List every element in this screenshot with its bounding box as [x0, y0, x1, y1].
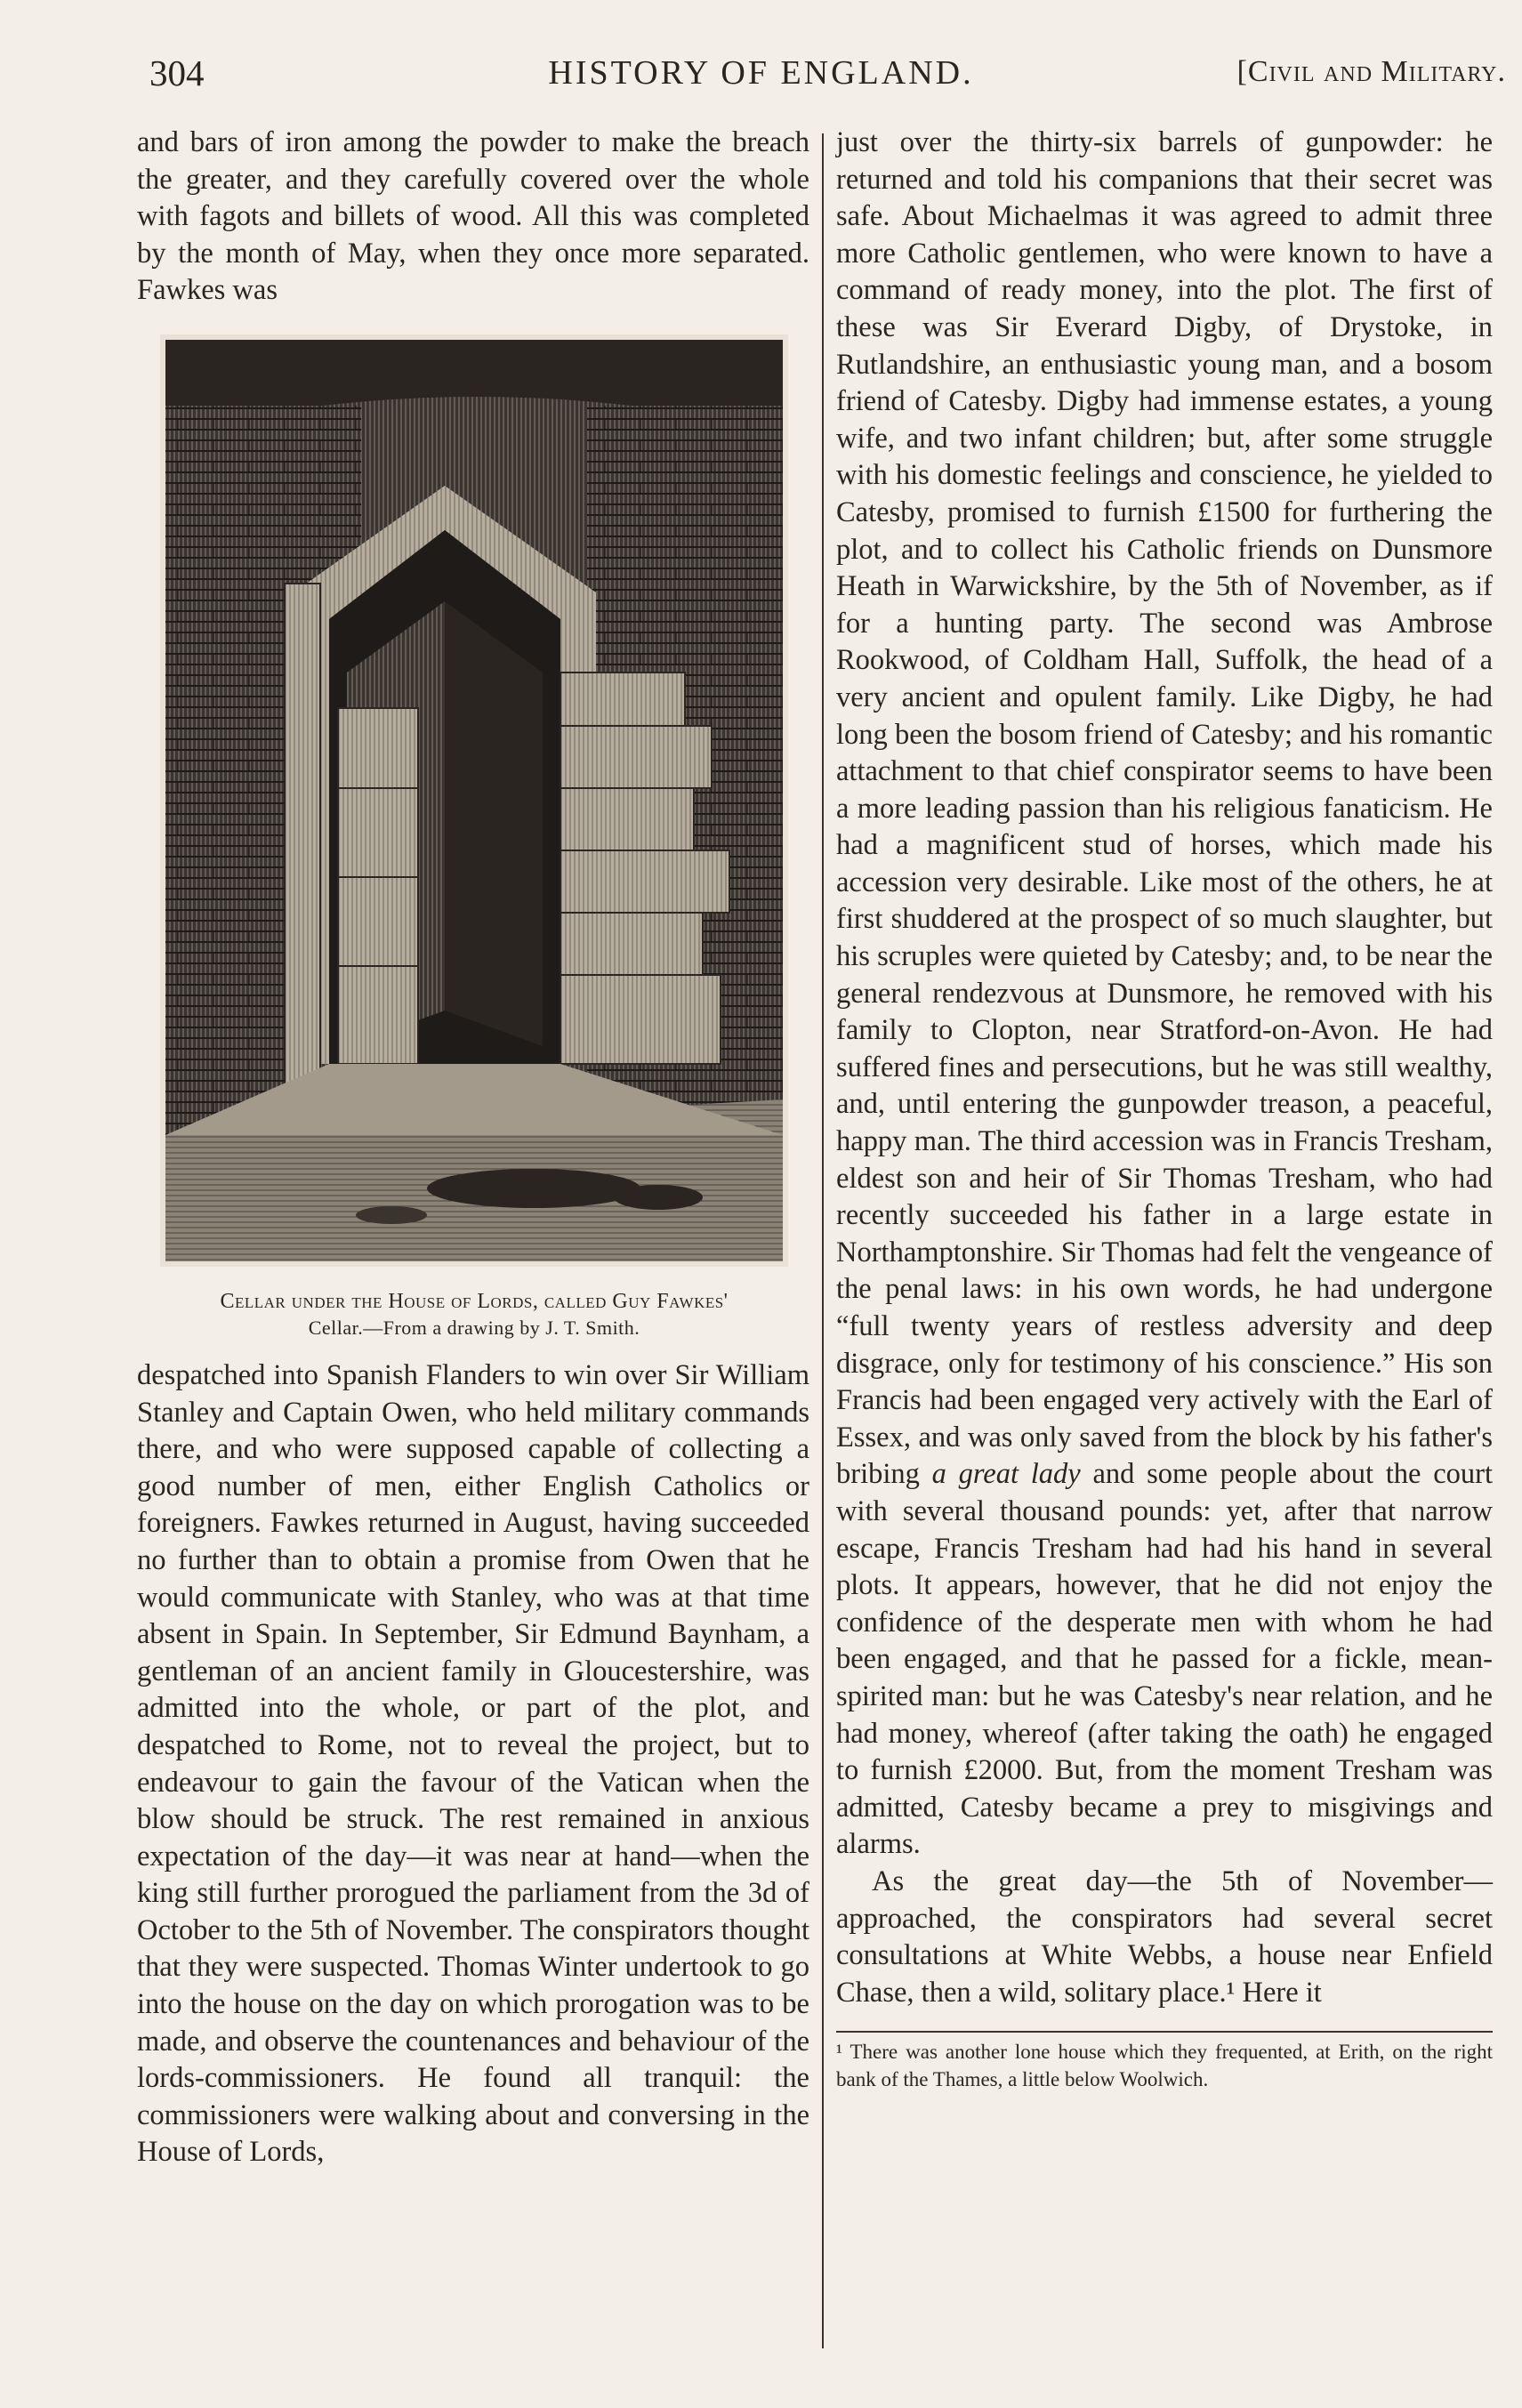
cellar-engraving-illustration [160, 334, 788, 1267]
running-head [0, 52, 1522, 105]
paragraph: As the great day—the 5th of November—approached, the conspirators had several secret consultations at White Webbs, a house near Enfield Chase, then a wild, solitary place.¹ Here it [836, 1864, 1493, 2009]
italic-phrase: a great lady [931, 1458, 1081, 1491]
left-column [137, 125, 809, 2171]
paragraph: and bars of iron among the powder to make the breach the greater, and they carefully covered over the whole with fagots and billets of wood. All this was completed by the month of May, when they once more separated. Fawkes was [137, 126, 809, 307]
caption-line: Cellar.—From a drawing by J. T. Smith. [308, 1316, 640, 1339]
running-title: HISTORY OF ENGLAND. [548, 54, 974, 92]
footnote-rule [836, 2031, 1493, 2033]
figure-caption [160, 1288, 788, 1341]
caption-line: Cellar under the House of Lords, called Guy Fawkes' [220, 1289, 729, 1313]
page-number: 304 [149, 52, 205, 93]
paragraph [836, 125, 1493, 1864]
footnote: ¹ There was another lone house which they frequented, at Erith, on the right bank of the Thames, a little below Woolwich. [836, 2041, 1493, 2091]
paragraph-text: and some people about the court with several thousand pounds: yet, after that narrow escape, Francis Tresham had had his hand in several plots. It appears, however, that he did not enjoy the confidence of the desperate men with whom he had been engaged, and that he passed for a fickle, mean-spirited man: but he was Catesby's near relation, and he had money, whereof (after taking the oath) he engaged to furnish £2000. But, from the moment Tresham was admitted, Catesby became a prey to misgivings and alarms. [836, 1458, 1493, 1861]
figure [160, 334, 788, 1341]
running-section: [Civil and Military. [1236, 55, 1506, 88]
column-divider [822, 133, 824, 2348]
right-column [836, 125, 1493, 2093]
paragraph: despatched into Spanish Flanders to win over Sir William Stanley and Captain Owen, who held military commands there, and who were supposed capable of collecting a good number of men, either English Catholics or foreigners. Fawkes returned in August, having succeeded no further than to obtain a promise from Owen that he would communicate with Stanley, who was at that time absent in Spain. In September, Sir Edmund Baynham, a gentleman of an ancient family in Gloucestershire, was admitted into the whole, or part of the plot, and despatched to Rome, not to reveal the project, but to endeavour to gain the favour of the Vatican when the blow should be struck. The rest remained in anxious expectation of the day—it was near at hand—when the king still further prorogued the parliament from the 3d of October to the 5th of November. The conspirators thought that they were suspected. Thomas Winter undertook to go into the house on the day on which prorogation was to be made, and observe the countenances and behaviour of the lords-commissioners. He found all tranquil: the commissioners were walking about and conversing in the House of Lords, [137, 1358, 809, 2169]
paragraph-text: just over the thirty-six barrels of gunpowder: he returned and told his companions that their secret was safe. About Michaelmas it was agreed to admit three more Catholic gentlemen, who were known to have a command of ready money, into the plot. The first of these was Sir Everard Digby, of Drystoke, in Rutlandshire, an enthusiastic young man, and a bosom friend of Catesby. Digby had immense estates, a young wife, and two infant children; but, after some struggle with his domestic feelings and conscience, he yielded to Catesby, promised to furnish £1500 for furthering the plot, and to collect his Catholic friends on Dunsmore Heath in Warwickshire, by the 5th of November, as if for a hunting party. The second was Ambrose Rookwood, of Coldham Hall, Suffolk, the head of a very ancient and opulent family. Like Digby, he had long been the bosom friend of Catesby; and his romantic attachment to that chief conspirator seems to have been a more leading passion than his religious fanaticism. He had a magnificent stud of horses, which made his accession very desirable. Like most of the others, he at first shuddered at the prospect of so much slaughter, but his scruples were quieted by Catesby; and, to be near the general rendezvous at Dunsmore, he removed with his family to Clopton, near Stratford-on-Avon. He had suffered fines and persecutions, but he was still wealthy, and, until entering the gunpowder treason, a peaceful, happy man. The third accession was in Francis Tresham, eldest son and heir of Sir Thomas Tresham, who had recently succeeded his father in a large estate in Northamptonshire. Sir Thomas had felt the vengeance of the penal laws: in his own words, he had undergone “full twenty years of restless adversity and deep disgrace, only for testimony of his conscience.” His son Francis had been engaged very actively with the Earl of Essex, and was only saved from the block by his father's bribing [836, 126, 1493, 1491]
